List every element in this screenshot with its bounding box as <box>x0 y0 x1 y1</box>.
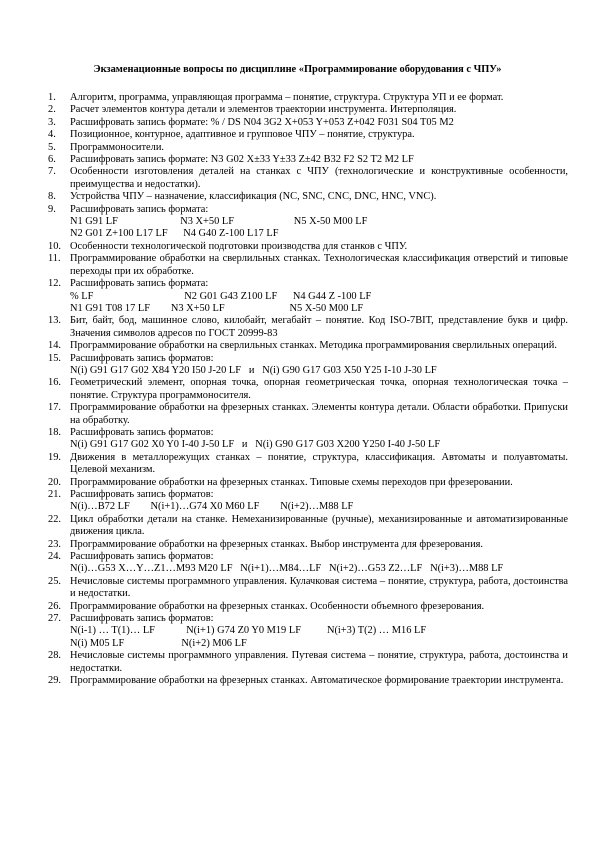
document-title: Экзаменационные вопросы по дисциплине «Программирование оборудования с ЧПУ» <box>93 64 502 75</box>
question-text: Особенности технологической подготовки производства для станков с ЧПУ. <box>70 240 408 252</box>
question-item <box>48 117 568 129</box>
question-item <box>48 489 568 514</box>
question-text: Расшифровать запись форматов: <box>70 426 214 438</box>
question-number: 4. <box>48 129 56 141</box>
question-number: 15. <box>48 352 61 364</box>
question-item <box>48 613 568 650</box>
code-line: % LF N2 G01 G43 Z100 LF N4 G44 Z -100 LF <box>70 290 372 302</box>
question-text: Программирование обработки на фрезерных станках. Автоматическое формирование траектории инструмента. <box>70 675 564 687</box>
question-text: Программирование обработки на фрезерных станках. Типовые схемы переходов при фрезеровании. <box>70 476 513 488</box>
question-text: Программирование обработки на фрезерных станках. Элементы контура детали. Области обработки. Припуски на обработку. <box>70 402 568 426</box>
question-item <box>48 675 568 687</box>
question-item <box>48 377 568 402</box>
question-text: Бит, байт, бод, машинное слово, килобайт, мегабайт – понятие. Код ISO-7BIT, представление букв и цифр. Значения символов адресов по ГОСТ 20999-83 <box>70 315 568 339</box>
question-item <box>48 142 568 154</box>
question-text: Программирование обработки на фрезерных станках. Выбор инструмента для фрезерования. <box>70 538 484 550</box>
question-item <box>48 402 568 427</box>
question-text: Устройства ЧПУ – назначение, классификация (NC, SNC, CNC, DNC, HNC, VNC). <box>70 191 437 203</box>
question-item <box>48 427 568 452</box>
question-number: 10. <box>48 240 61 252</box>
question-text: Расшифровать запись формате: % / DS N04 3G2 X+053 Y+053 Z+042 F031 S04 T05 M2 <box>70 116 454 128</box>
question-text: Программоносители. <box>70 141 164 153</box>
question-number: 25. <box>48 575 61 587</box>
question-number: 21. <box>48 489 61 500</box>
question-text: Программирование обработки на сверлильных станках. Методика программирования сверлильных операций. <box>70 340 557 352</box>
question-text: Движения в металлорежущих станках – понятие, структура, классификация. Автоматы и полуавтоматы. Целевой механизм. <box>70 451 568 476</box>
question-number: 12. <box>48 278 61 290</box>
question-item <box>48 353 568 378</box>
question-text: Расчет элементов контура детали и элементов траектории инструмента. Интерполяция. <box>70 104 457 116</box>
question-number: 9. <box>48 203 56 215</box>
question-text: Расшифровать запись форматов: <box>70 551 214 563</box>
question-text: Позиционное, контурное, адаптивное и групповое ЧПУ – понятие, структура. <box>70 129 415 141</box>
question-text: Алгоритм, программа, управляющая программа – понятие, структура. Структура УП и ее формат. <box>70 92 504 103</box>
question-item <box>48 253 568 278</box>
question-item <box>48 539 568 551</box>
question-text: Расшифровать запись формата: <box>70 278 209 290</box>
question-item <box>48 551 568 576</box>
question-text: Нечисловые системы программного управления. Путевая система – понятие, структура, работа, достоинства и недостатки. <box>70 650 568 674</box>
question-number: 27. <box>48 613 61 625</box>
question-number: 3. <box>48 116 56 128</box>
question-item <box>48 191 568 203</box>
question-item <box>48 204 568 241</box>
question-number: 6. <box>48 154 56 166</box>
question-number: 17. <box>48 402 61 414</box>
question-text: Расшифровать запись формате: N3 G02 X±33 Y±33 Z±42 B32 F2 S2 T2 M2 LF <box>70 154 414 166</box>
question-number: 26. <box>48 600 61 612</box>
question-number: 1. <box>48 92 56 103</box>
question-number: 28. <box>48 650 61 662</box>
code-line: N(i)…B72 LF N(i+1)…G74 X0 M60 LF N(i+2)…M88 LF <box>70 501 354 513</box>
question-item <box>48 278 568 315</box>
question-number: 18. <box>48 426 61 438</box>
question-text: Программирование обработки на сверлильных станках. Технологическая классификация отверстий и типовые переходы при их обработке. <box>70 253 568 277</box>
code-line: N2 G01 Z+100 L17 LF N4 G40 Z-100 L17 LF <box>70 228 279 240</box>
question-number: 5. <box>48 141 56 153</box>
question-text: Цикл обработки детали на станке. Немеханизированные (ручные), механизированные и автоматизированные движения цикла. <box>70 513 568 538</box>
question-item <box>48 576 568 601</box>
code-line: N(i)…G53 X…Y…Z1…M93 M20 LF N(i+1)…M84…LF N(i+2)…G53 Z2…LF N(i+3)…M88 LF <box>70 563 504 575</box>
question-item <box>48 129 568 141</box>
question-item <box>48 166 568 191</box>
question-text: Нечисловые системы программного управления. Кулачковая система – понятие, структура, работа, достоинства и недостатки. <box>70 575 568 600</box>
question-number: 19. <box>48 451 61 463</box>
question-number: 8. <box>48 191 56 203</box>
question-text: Расшифровать запись форматов: <box>70 489 214 500</box>
question-item <box>48 92 568 104</box>
question-number: 7. <box>48 166 56 178</box>
question-number: 2. <box>48 104 56 116</box>
question-item <box>48 452 568 477</box>
code-line: N(i-1) … T(1)… LF N(i+1) G74 Z0 Y0 M19 LF N(i+3) T(2) … M16 LF <box>70 625 427 637</box>
question-item <box>48 340 568 352</box>
question-text: Геометрический элемент, опорная точка, опорная геометрическая точка, опорная технологическая точка – понятие. Структура программоносителя. <box>70 377 568 401</box>
question-number: 24. <box>48 551 61 563</box>
question-number: 20. <box>48 476 61 488</box>
question-text: Особенности изготовления деталей на станках с ЧПУ (технологические и конструктивные особенности, преимущества и недостатки). <box>70 166 568 190</box>
question-number: 16. <box>48 377 61 389</box>
code-line: N(i) G91 G17 G02 X84 Y20 I50 J-20 LF и N(i) G90 G17 G03 X50 Y25 I-10 J-30 LF <box>70 364 437 376</box>
question-item <box>48 315 568 340</box>
question-number: 29. <box>48 675 61 687</box>
question-text: Расшифровать запись форматов: <box>70 352 214 364</box>
code-line: N1 G91 LF N3 X+50 LF N5 X-50 M00 LF <box>70 216 368 228</box>
question-list <box>48 92 568 688</box>
question-item <box>48 104 568 116</box>
question-text: Расшифровать запись формата: <box>70 203 209 215</box>
question-item <box>48 154 568 166</box>
question-number: 13. <box>48 315 61 327</box>
question-number: 14. <box>48 340 61 352</box>
code-line: N(i) M05 LF N(i+2) M06 LF <box>70 637 247 649</box>
question-item <box>48 601 568 613</box>
question-text: Программирование обработки на фрезерных станках. Особенности объемного фрезерования. <box>70 600 485 612</box>
question-number: 11. <box>48 253 61 265</box>
question-item <box>48 650 568 675</box>
question-text: Расшифровать запись форматов: <box>70 613 214 625</box>
question-number: 23. <box>48 538 61 550</box>
question-item <box>48 241 568 253</box>
code-line: N1 G91 T08 17 LF N3 X+50 LF N5 X-50 M00 LF <box>70 302 364 314</box>
question-item <box>48 514 568 539</box>
question-item <box>48 477 568 489</box>
question-number: 22. <box>48 513 61 525</box>
code-line: N(i) G91 G17 G02 X0 Y0 I-40 J-50 LF и N(i) G90 G17 G03 X200 Y250 I-40 J-50 LF <box>70 439 441 451</box>
